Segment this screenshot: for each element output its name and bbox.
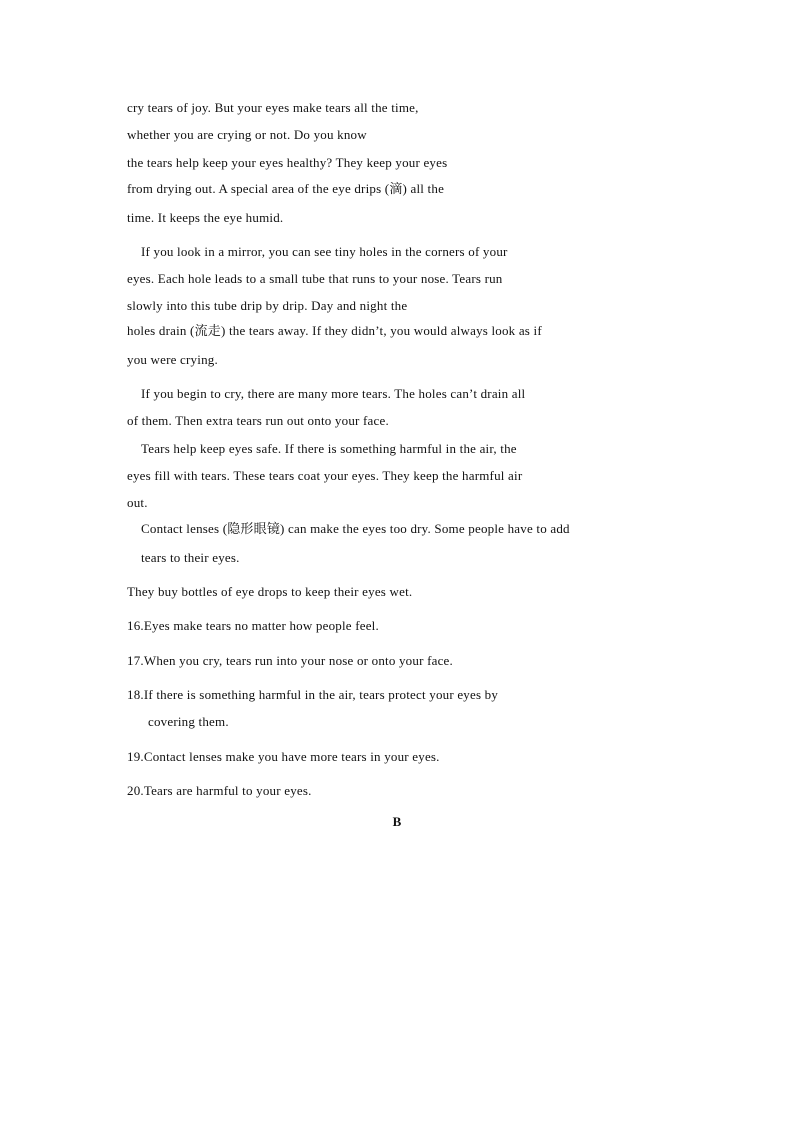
passage-line: If you look in a mirror, you can see tiny holes in the corners of your — [141, 244, 508, 259]
question-17: 17.When you cry, tears run into your nose or onto your face. — [127, 653, 453, 668]
passage-line: If you begin to cry, there are many more tears. The holes can’t drain all — [141, 386, 526, 401]
passage-line: you were crying. — [127, 352, 218, 367]
section-label: B — [392, 814, 402, 829]
passage-line: time. It keeps the eye humid. — [127, 210, 284, 225]
passage-line: out. — [127, 495, 148, 510]
passage-line: of them. Then extra tears run out onto your face. — [127, 413, 389, 428]
passage-line: slowly into this tube drip by drip. Day and night the — [127, 298, 408, 313]
question-20: 20.Tears are harmful to your eyes. — [127, 783, 312, 798]
passage-line: the tears help keep your eyes healthy? They keep your eyes — [127, 155, 448, 170]
passage-line: eyes. Each hole leads to a small tube that runs to your nose. Tears run — [127, 271, 503, 286]
question-16: 16.Eyes make tears no matter how people feel. — [127, 618, 379, 633]
passage-line: They buy bottles of eye drops to keep their eyes wet. — [127, 584, 413, 599]
passage-line: Contact lenses (隐形眼镜) can make the eyes too dry. Some people have to add — [141, 521, 570, 536]
passage-line: tears to their eyes. — [141, 550, 240, 565]
question-18: 18.If there is something harmful in the air, tears protect your eyes by — [127, 687, 499, 702]
passage-line: eyes fill with tears. These tears coat your eyes. They keep the harmful air — [127, 468, 523, 483]
passage-line: whether you are crying or not. Do you know — [127, 127, 367, 142]
passage-line: from drying out. A special area of the eye drips (滴) all the — [127, 181, 445, 196]
question-19: 19.Contact lenses make you have more tears in your eyes. — [127, 749, 440, 764]
passage-line: cry tears of joy. But your eyes make tears all the time, — [127, 100, 419, 115]
passage-line: holes drain (流走) the tears away. If they didn’t, you would always look as if — [127, 323, 542, 338]
question-18-continuation: covering them. — [148, 714, 229, 729]
passage-line: Tears help keep eyes safe. If there is something harmful in the air, the — [141, 441, 517, 456]
